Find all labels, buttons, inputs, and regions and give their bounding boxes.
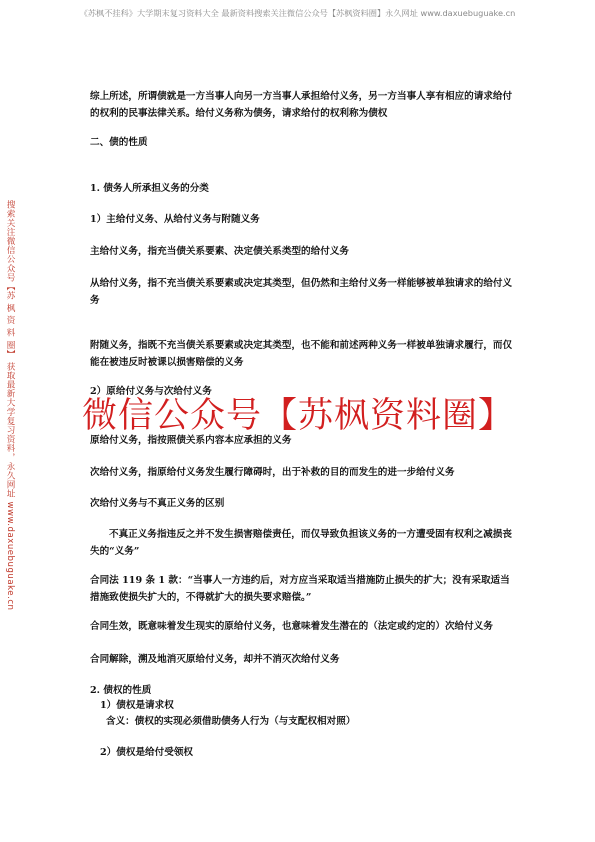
paragraph-difference: 次给付义务与不真正义务的区别 [90,498,225,509]
subheading-creditor-right-nature: 2. 债权的性质 [90,685,152,696]
subheading-claim-right: 1）债权是请求权 [100,700,174,711]
page-header: 《苏枫不挂科》大学期末复习资料大全 最新资料搜索关注微信公众号【苏枫资料圈】永久网址 www.daxuebuguake.cn [79,8,516,18]
paragraph-original-obligation: 原给付义务，指按照债关系内容本应承担的义务 [90,435,292,446]
paragraph-contract-law: 合同法 119 条 1 款：“当事人一方违约后，对方应当采取适当措施防止损失的扩大；没有采取适当措施致使损失扩大的，不得就扩大的损失要求赔偿。” [90,575,510,603]
subheading-original-secondary: 2）原给付义务与次给付义务 [90,386,212,397]
subheading-main-sub-collateral: 1）主给付义务、从给付义务与附随义务 [90,214,260,225]
paragraph-meaning: 含义：债权的实现必须借助债务人行为（与支配权相对照） [106,716,356,727]
paragraph-sub-obligation: 从给付义务，指不充当债关系要素或决定其类型，但仍然和主给付义务一样能够被单独请求的给付义务 [90,278,513,306]
paragraph-contract-effect: 合同生效，既意味着发生现实的原给付义务，也意味着发生潜在的（法定或约定的）次给付义务 [90,621,493,632]
paragraph-main-obligation: 主给付义务，指充当债关系要素、决定债关系类型的给付义务 [90,246,350,257]
wechat-watermark: 微信公众号【苏枫资料圈】 [81,396,514,436]
paragraph-untrue-obligation: 不真正义务指违反之并不发生损害赔偿责任，而仅导致负担该义务的一方遭受固有权利之减损丧失的“义务” [90,529,512,557]
section-heading-nature: 二、债的性质 [90,137,148,148]
subheading-obligation-classification: 1. 债务人所承担义务的分类 [90,183,209,194]
paragraph-secondary-obligation: 次给付义务，指原给付义务发生履行障碍时，出于补救的目的而发生的进一步给付义务 [90,467,455,478]
side-watermark-text: 搜索关注微信公众号【苏 枫 资 料 圈】 获取最新大学复习资料，永久网址 www.daxuebuguake.cn [5,200,15,611]
paragraph-summary: 综上所述，所谓债就是一方当事人向另一方当事人承担给付义务，另一方当事人享有相应的请求给付的权利的民事法律关系。给付义务称为债务，请求给付的权利称为债权 [90,91,513,119]
paragraph-contract-termination: 合同解除，溯及地消灭原给付义务，却并不消灭次给付义务 [90,654,340,665]
paragraph-collateral-obligation: 附随义务，指既不充当债关系要素或决定其类型，也不能和前述两种义务一样被单独请求履行，而仅能在被违反时被课以损害赔偿的义务 [90,340,513,368]
subheading-receipt-right: 2）债权是给付受领权 [100,747,194,758]
